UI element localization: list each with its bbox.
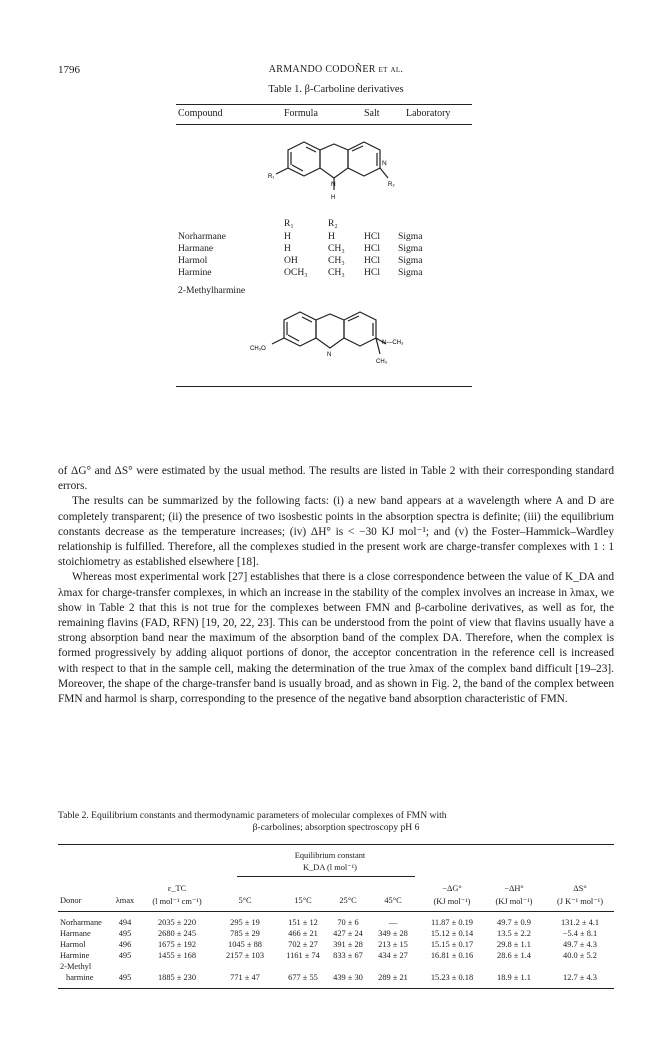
k15-cell: 1161 ± 74 (286, 951, 320, 960)
struct2-n-ring-label: N (327, 352, 332, 358)
header-25c: 25°C (339, 896, 357, 905)
compound-name: 2-Methylharmine (178, 285, 246, 296)
dh-cell: 13.5 ± 2.2 (497, 929, 531, 938)
k5-cell: 771 ± 47 (230, 973, 260, 982)
k45-cell: 213 ± 15 (378, 940, 408, 949)
struct2-och3-label: CH₃O (250, 346, 266, 352)
struct1-n-ring-label: N (382, 160, 387, 167)
struct1-r2-label: R₂ (388, 182, 395, 188)
donor-cell-line1: 2-Methyl (60, 962, 92, 971)
lmax-cell: 495 (118, 951, 132, 960)
k5-cell: 785 ± 29 (230, 929, 260, 938)
dg-cell: 15.23 ± 0.18 (430, 973, 474, 982)
dg-cell: 15.15 ± 0.17 (430, 940, 474, 949)
header-dg-unit: (KJ mol⁻¹) (433, 897, 471, 906)
paragraph-1: of ΔG° and ΔS° were estimated by the usual method. The results are listed in Table 2 with their corresponding standard errors. (58, 465, 614, 493)
dh-cell: 28.6 ± 1.4 (497, 951, 531, 960)
k25-cell: 427 ± 24 (333, 929, 363, 938)
ds-cell: −5.4 ± 8.1 (562, 929, 598, 938)
lmax-cell: 494 (118, 918, 132, 927)
struct2-ch3-label: CH₃ (376, 359, 388, 365)
table1-col-formula: Formula (284, 108, 318, 119)
k5-cell: 1045 ± 88 (228, 940, 262, 949)
k45-cell: 349 ± 28 (378, 929, 408, 938)
running-title: ARMANDO CODOÑER et al. (268, 64, 404, 75)
eps-cell: 2035 ± 220 (157, 918, 197, 927)
table1-col-compound: Compound (178, 108, 223, 119)
struct1-r1-label: R₁ (268, 174, 275, 180)
k45-cell: — (388, 918, 398, 927)
salt-value: HCl (364, 243, 380, 254)
header-donor: Donor (60, 896, 82, 905)
substituent-r1-header: R₁ (284, 218, 294, 229)
dh-cell: 49.7 ± 0.9 (497, 918, 531, 927)
dg-cell: 15.12 ± 0.14 (430, 929, 474, 938)
dg-cell: 11.87 ± 0.19 (431, 918, 473, 927)
donor-cell: Harmine (60, 951, 90, 960)
substituent-r2-header: R₂ (328, 218, 338, 229)
k45-cell: 289 ± 21 (378, 973, 408, 982)
table2-caption-line2: β-carbolines; absorption spectroscopy pH 6 (252, 822, 420, 833)
salt-value: HCl (364, 267, 380, 278)
donor-cell: harmine (66, 973, 94, 982)
table1-caption: Table 1. β-Carboline derivatives (268, 84, 404, 95)
struct2-n-methyl-label: N—CH₃ (382, 340, 404, 346)
r1-value: OCH₃ (284, 267, 308, 278)
eps-cell: 1455 ± 168 (157, 951, 197, 960)
r2-value: CH₃ (328, 243, 345, 254)
dh-cell: 18.9 ± 1.1 (497, 973, 531, 982)
k15-cell: 466 ± 21 (288, 929, 318, 938)
r1-value: OH (284, 255, 298, 266)
struct1-h-label: H (331, 195, 336, 201)
eps-cell: 1675 ± 192 (157, 940, 197, 949)
table2-group-header-2: K_DA (l mol⁻¹) (303, 863, 357, 872)
header-dh-top: −ΔH° (504, 884, 524, 893)
eps-cell: 2680 ± 245 (157, 929, 197, 938)
header-eps-unit: (l mol⁻¹ cm⁻¹) (152, 897, 202, 906)
header-dh-unit: (KJ mol⁻¹) (495, 897, 533, 906)
r1-value: H (284, 231, 291, 242)
r2-value: CH₃ (328, 255, 345, 266)
donor-cell: Norharmane (60, 918, 102, 927)
table2-header-rule (58, 911, 614, 912)
lab-value: Sigma (398, 231, 423, 242)
header-45c: 45°C (384, 896, 402, 905)
header-ds-top: ΔS° (573, 884, 587, 893)
table2-group-header-1: Equilibrium constant (294, 851, 366, 860)
struct1-nh-label: N (331, 181, 336, 188)
r2-value: CH₃ (328, 267, 345, 278)
donor-cell: Harmane (60, 929, 91, 938)
k25-cell: 439 ± 30 (333, 973, 363, 982)
lab-value: Sigma (398, 255, 423, 266)
k15-cell: 151 ± 12 (288, 918, 318, 927)
paragraph-2: The results can be summarized by the following facts: (i) a new band appears at a wavelength where A and D are completely transparent; (ii) the presence of two isosbestic points in the absorption spectra is definite; (iii) the equilibrium constants decrease as the temperature increases; (iv) ΔH° is < −30 KJ mol⁻¹; and (v) the Foster–Hammick–Wardley relationship is fulfilled. Therefore, all the complexes studied in the present work are charge-transfer complexes with 1 : 1 stoichiometry as established elsewhere [18]. (58, 495, 614, 569)
header-15c: 15°C (294, 896, 312, 905)
k25-cell: 833 ± 67 (333, 951, 363, 960)
table2-bottom-rule (58, 988, 614, 989)
salt-value: HCl (364, 231, 380, 242)
header-eps-top: ε_TC (167, 884, 187, 893)
ds-cell: 49.7 ± 4.3 (563, 940, 597, 949)
lmax-cell: 496 (118, 940, 132, 949)
k15-cell: 702 ± 27 (288, 940, 318, 949)
ds-cell: 12.7 ± 4.3 (563, 973, 597, 982)
lmax-cell: 495 (118, 929, 132, 938)
salt-value: HCl (364, 255, 380, 266)
table1-col-salt: Salt (364, 108, 380, 119)
header-dg-top: −ΔG° (442, 884, 462, 893)
page-number: 1796 (58, 64, 80, 76)
paragraph-3: Whereas most experimental work [27] establishes that there is a close correspondence between the value of K_DA and λmax for charge-transfer complexes, in which an increase in the stability of the complex involves an increase in λmax, we show in Table 2 that this is not true for the complexes between FMN and β-carboline derivatives, as well as for, the remaining flavins (FAD, RFN) [19, 20, 22, 23]. This can be understood from the point of view that flavins usually have a strong absorption band near the maximum of the absorption band of the complex DA. Therefore, when the complex is formed progressively by adding aliquot portions of donor, the acceptor concentration in the reference cell is increased with respect to that in the sample cell, making the determination of the true λmax of the complex band difficult [19–23]. Moreover, the shape of the charge-transfer band is usually broad, and as shown in Fig. 2, the band of the complex between FMN and harmol is sharp, corresponding to the presence of the negative band absorption characteristic of FMN. (58, 571, 614, 706)
k25-cell: 70 ± 6 (337, 918, 359, 927)
table2-group-rule (237, 876, 415, 877)
table2-caption-line1: Table 2. Equilibrium constants and thermodynamic parameters of molecular complexes of FMN with (58, 810, 447, 821)
dh-cell: 29.8 ± 1.1 (497, 940, 531, 949)
ds-cell: 131.2 ± 4.1 (560, 918, 600, 927)
lab-value: Sigma (398, 267, 423, 278)
compound-name: Harmol (178, 255, 208, 266)
header-5c: 5°C (238, 896, 252, 905)
donor-cell: Harmol (60, 940, 86, 949)
k5-cell: 295 ± 19 (230, 918, 260, 927)
header-lmax: λmax (115, 896, 135, 905)
dg-cell: 16.81 ± 0.16 (430, 951, 474, 960)
ds-cell: 40.0 ± 5.2 (563, 951, 597, 960)
compound-name: Norharmane (178, 231, 226, 242)
eps-cell: 1885 ± 230 (157, 973, 197, 982)
r1-value: H (284, 243, 291, 254)
table1-col-laboratory: Laboratory (406, 108, 451, 119)
k25-cell: 391 ± 28 (333, 940, 363, 949)
lab-value: Sigma (398, 243, 423, 254)
k45-cell: 434 ± 27 (378, 951, 408, 960)
r2-value: H (328, 231, 335, 242)
compound-name: Harmine (178, 267, 212, 278)
lmax-cell: 495 (118, 973, 132, 982)
k5-cell: 2157 ± 103 (225, 951, 265, 960)
header-ds-unit: (J K⁻¹ mol⁻¹) (557, 897, 603, 906)
compound-name: Harmane (178, 243, 214, 254)
k15-cell: 677 ± 55 (288, 973, 318, 982)
